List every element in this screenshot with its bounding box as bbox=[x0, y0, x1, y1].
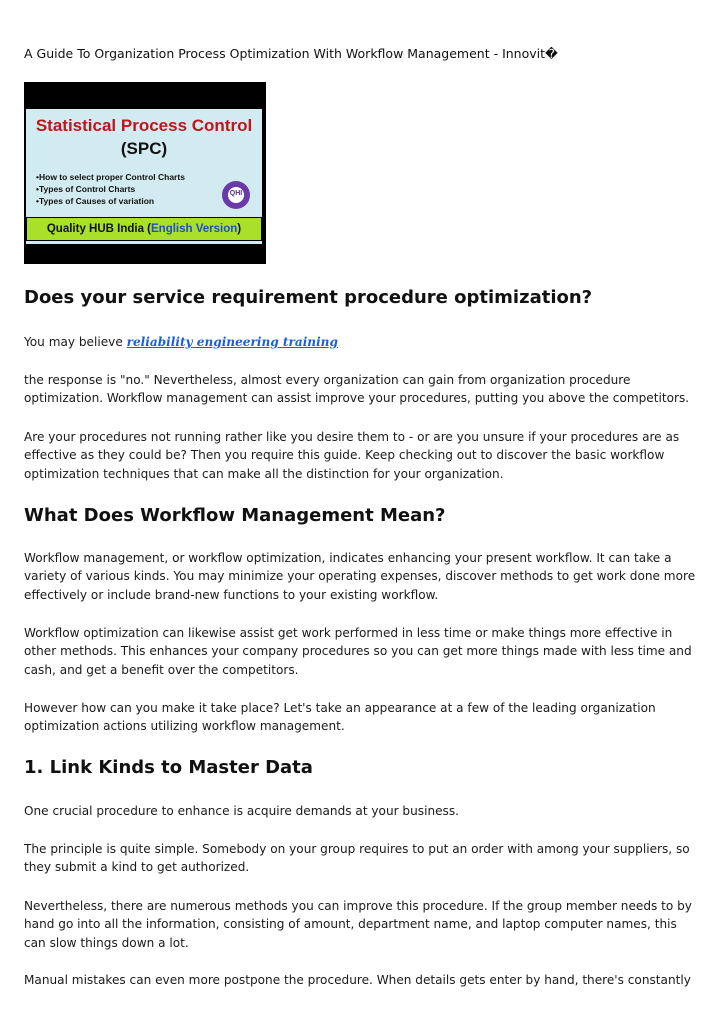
heading-service-requirement: Does your service requirement procedure optimization? bbox=[24, 287, 593, 308]
thumbnail-subtitle: (SPC) bbox=[120, 139, 168, 158]
intro-paragraph bbox=[24, 333, 700, 351]
qhi-logo-icon bbox=[222, 181, 250, 209]
banner-suffix: ) bbox=[237, 223, 242, 235]
banner-highlight: English Version bbox=[151, 223, 238, 235]
spc-thumbnail-image bbox=[24, 82, 266, 264]
paragraph: Manual mistakes can even more postpone the procedure. When details gets enter by hand, there's constantly bbox=[24, 973, 691, 987]
thumbnail-bullet: • How to select proper Control Charts bbox=[36, 171, 185, 183]
logo-text: QHI bbox=[229, 190, 243, 197]
paragraph: the response is "no." Nevertheless, almost every organization can gain from organization procedure optimization. Workflow management can assist improve your procedures, putting you above the competitors. bbox=[24, 373, 690, 406]
thumbnail-banner bbox=[26, 217, 262, 241]
thumbnail-title: Statistical Process Control bbox=[35, 116, 253, 135]
paragraph: Are your procedures not running rather like you desire them to - or are you unsure if your procedures are as effective as they could be? Then you require this guide. Keep checking out to discover the basic workflow optimization techniques that can make all the distinction for your organization. bbox=[24, 430, 680, 481]
intro-text: You may believe bbox=[24, 335, 127, 349]
paragraph: One crucial procedure to enhance is acquire demands at your business. bbox=[24, 804, 459, 818]
thumbnail-bullet-list bbox=[36, 171, 185, 207]
paragraph: However how can you make it take place? Let's take an appearance at a few of the leading organization optimization actions utilizing workflow management. bbox=[24, 701, 656, 734]
paragraph: Nevertheless, there are numerous methods you can improve this procedure. If the group member needs to by hand go into all the information, consisting of amount, department name, and laptop computer names, this can slow things down a lot. bbox=[24, 899, 692, 950]
thumbnail-bullet: • Types of Control Charts bbox=[36, 183, 185, 195]
heading-link-kinds: 1. Link Kinds to Master Data bbox=[24, 757, 313, 778]
reliability-training-link[interactable]: reliability engineering training bbox=[126, 335, 338, 349]
paragraph: Workflow optimization can likewise assist get work performed in less time or make things more effective in other methods. This enhances your company procedures so you can get more things made with less time and cash, and get a benefit over the competitors. bbox=[24, 626, 692, 677]
paragraph: The principle is quite simple. Somebody on your group requires to put an order with among your suppliers, so they submit a kind to get authorized. bbox=[24, 842, 690, 875]
thumbnail-bullet: • Types of Causes of variation bbox=[36, 195, 185, 207]
thumbnail-panel bbox=[26, 109, 262, 244]
banner-prefix: Quality HUB India ( bbox=[46, 223, 152, 235]
document-title: A Guide To Organization Process Optimization With Workflow Management - Innovit� bbox=[24, 46, 558, 61]
paragraph: Workflow management, or workflow optimization, indicates enhancing your present workflow. It can take a variety of various kinds. You may minimize your operating expenses, discover methods to get work done more effectively or include brand-new functions to your existing workflow. bbox=[24, 551, 696, 602]
heading-workflow-management: What Does Workflow Management Mean? bbox=[24, 505, 446, 526]
